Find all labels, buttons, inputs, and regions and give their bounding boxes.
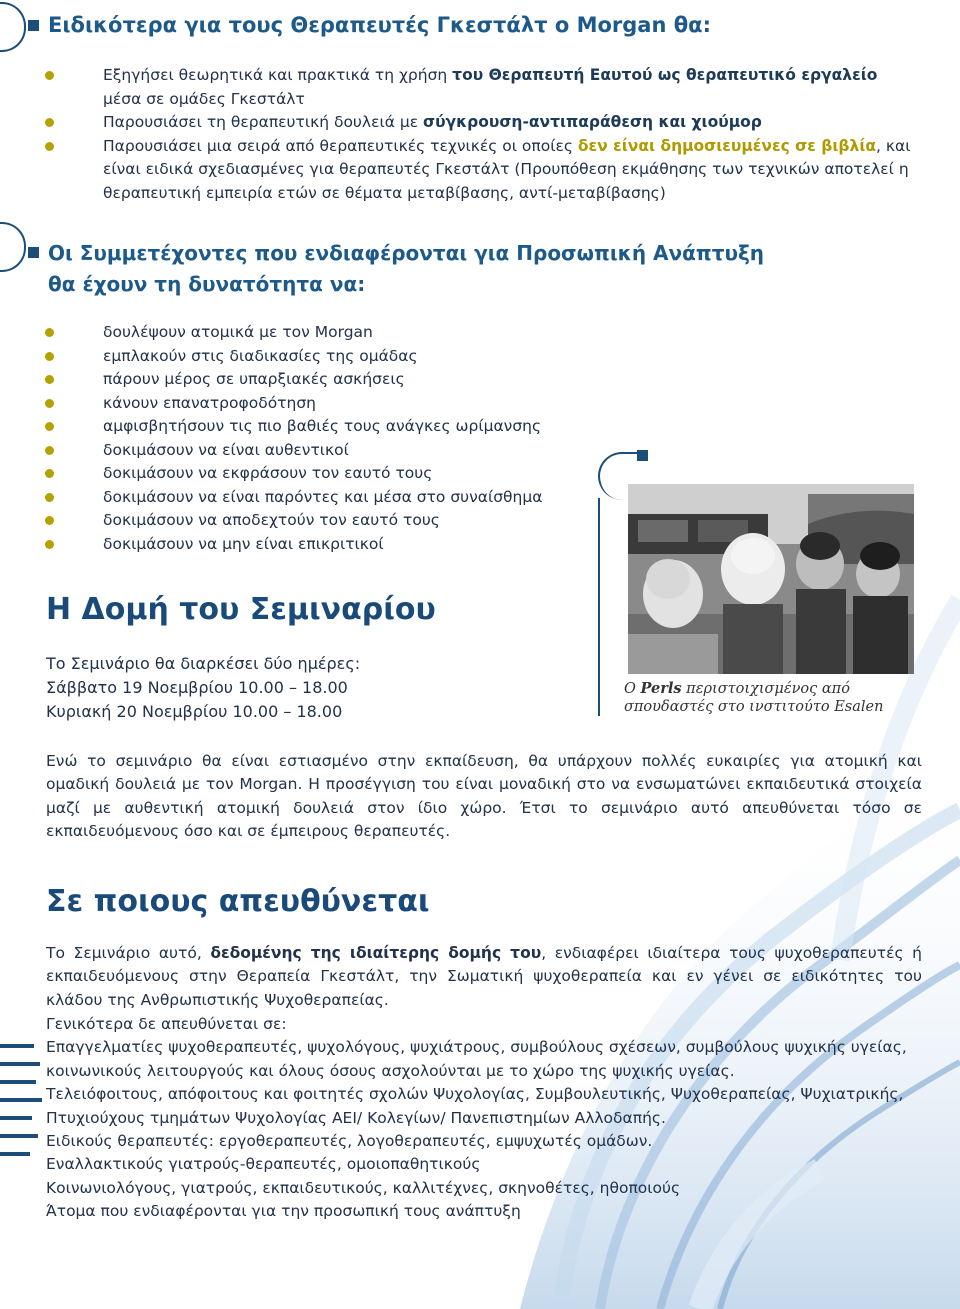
section1-list — [46, 64, 916, 205]
list-item: δοκιμάσουν να εκφράσουν τον εαυτό τους — [46, 462, 606, 486]
list-item: δοκιμάσουν να μην είναι επικριτικοί — [46, 533, 606, 557]
list-item: Παρουσιάσει τη θεραπευτική δουλειά με σύγκρουση-αντιπαράθεση και χιούμορ — [46, 111, 916, 135]
audience-line: Άτομα που ενδιαφέρονται για την προσωπική τους ανάπτυξη — [46, 1202, 521, 1221]
list-item: κάνουν επανατροφοδότηση — [46, 392, 606, 416]
list-item: αμφισβητήσουν τις πιο βαθιές τους ανάγκες ωρίμανσης — [46, 415, 606, 439]
structure-line3: Κυριακή 20 Νοεμβρίου 10.00 – 18.00 — [46, 702, 343, 721]
perls-photo — [628, 484, 914, 674]
section2-title — [48, 238, 908, 300]
list-item: εμπλακούν στις διαδικασίες της ομάδας — [46, 345, 606, 369]
audience-line: Εναλλακτικούς γιατρούς-θεραπευτές, ομοιοπαθητικούς — [46, 1155, 481, 1174]
section2-title-line2: θα έχουν τη δυνατότητα να: — [48, 272, 366, 296]
audience-general: Γενικότερα δε απευθύνεται σε: — [46, 1015, 287, 1033]
structure-paragraph: Ενώ το σεμινάριο θα είναι εστιασμένο στην εκπαίδευση, θα υπάρχουν πολλές ευκαιρίες για ατομική και ομαδική δουλειά με τον Morgan. Η προσέγγιση του είναι μοναδική στο να ενσωματώνει εκπαιδευτικά στοιχεία μαζί με αυθεντική ατομική δουλειά στον ίδιο χώρο. Έτσι το σεμινάριο αυτό απευθύνεται τόσο σε εκπαιδευόμενους όσο και σε έμπειρους θεραπευτές. — [46, 752, 922, 840]
list-item: πάρουν μέρος σε υπαρξιακές ασκήσεις — [46, 368, 606, 392]
corner-bracket — [0, 222, 26, 272]
corner-bracket — [0, 2, 26, 52]
structure-days — [46, 652, 360, 724]
audience-line: Κοινωνιολόγους, γιατρούς, εκπαιδευτικούς, καλλιτέχνες, σκηνοθέτες, ηθοποιούς — [46, 1178, 681, 1197]
section2-title-line1: Οι Συμμετέχοντες που ενδιαφέρονται για Προσωπική Ανάπτυξη — [48, 241, 765, 265]
photo-square-icon — [637, 450, 648, 461]
audience-line: Τελειόφοιτους, απόφοιτους και φοιτητές σχολών Ψυχολογίας, Συμβουλευτικής, Ψυχοθεραπείας, Ψυχιατρικής, — [46, 1085, 904, 1104]
photo-caption: O Perls περιστοιχισμένος από σπουδαστές στο ινστιτούτο Esalen — [624, 680, 884, 715]
list-item: Εξηγήσει θεωρητικά και πρακτικά τη χρήση του Θεραπευτή Εαυτού ως θεραπευτικό εργαλείο μέσα σε ομάδες Γκεστάλτ — [46, 64, 916, 111]
audience-intro: Το Σεμινάριο αυτό, δεδομένης της ιδιαίτερης δομής του, ενδιαφέρει ιδιαίτερα τους ψυχοθεραπευτές ή εκπαιδευόμενους στην Θεραπεία Γκεστάλτ, την Σωματική ψυχοθεραπεία και εν γένει σε ειδικότητες του κλάδου της Ανθρωπιστικής Ψυχοθεραπείας. — [46, 944, 922, 1009]
audience-title: Σε ποιους απευθύνεται — [46, 884, 430, 919]
list-item: δοκιμάσουν να είναι παρόντες και μέσα στο συναίσθημα — [46, 486, 606, 510]
list-item: δοκιμάσουν να αποδεχτούν τον εαυτό τους — [46, 509, 606, 533]
photo-illustration — [628, 484, 914, 674]
section-square-icon — [28, 20, 39, 31]
list-item: δοκιμάσουν να είναι αυθεντικοί — [46, 439, 606, 463]
audience-line: κοινωνικούς λειτουργούς και όλους όσους ασχολούνται με το χώρο της ψυχικής υγείας. — [46, 1061, 735, 1080]
structure-line2: Σάββατο 19 Νοεμβρίου 10.00 – 18.00 — [46, 678, 348, 697]
list-item: Παρουσιάσει μια σειρά από θεραπευτικές τεχνικές οι οποίες δεν είναι δημοσιευμένες σε βιβλία, και είναι ειδικά σχεδιασμένες για θεραπευτές Γκεστάλτ (Προυπόθεση εκμάθησης των τεχνικών αποτελεί η θεραπευτική εμπειρία ετών σε θέματα μεταβίβασης, αντί-μεταβίβασης) — [46, 135, 916, 206]
photo-frame-line — [598, 498, 600, 716]
audience-line: Πτυχιούχους τμημάτων Ψυχολογίας ΑΕΙ/ Κολεγίων/ Πανεπιστημίων Αλλοδαπής. — [46, 1108, 666, 1127]
audience-list — [46, 1013, 936, 1224]
section2-list — [46, 321, 606, 556]
structure-title: Η Δομή του Σεμιναρίου — [46, 592, 436, 627]
audience-line: Ειδικούς θεραπευτές: εργοθεραπευτές, λογοθεραπευτές, εμψυχωτές ομάδων. — [46, 1132, 653, 1151]
list-item: δουλέψουν ατομικά με τον Morgan — [46, 321, 606, 345]
section1-title: Ειδικότερα για τους Θεραπευτές Γκεστάλτ ο Morgan θα: — [48, 13, 711, 37]
section-square-icon — [28, 247, 39, 258]
structure-line1: Το Σεμινάριο θα διαρκέσει δύο ημέρες: — [46, 654, 361, 673]
audience-line: Επαγγελματίες ψυχοθεραπευτές, ψυχολόγους, ψυχιάτρους, συμβούλους σχέσεων, συμβούλους ψυχικής υγείας, — [46, 1038, 907, 1057]
